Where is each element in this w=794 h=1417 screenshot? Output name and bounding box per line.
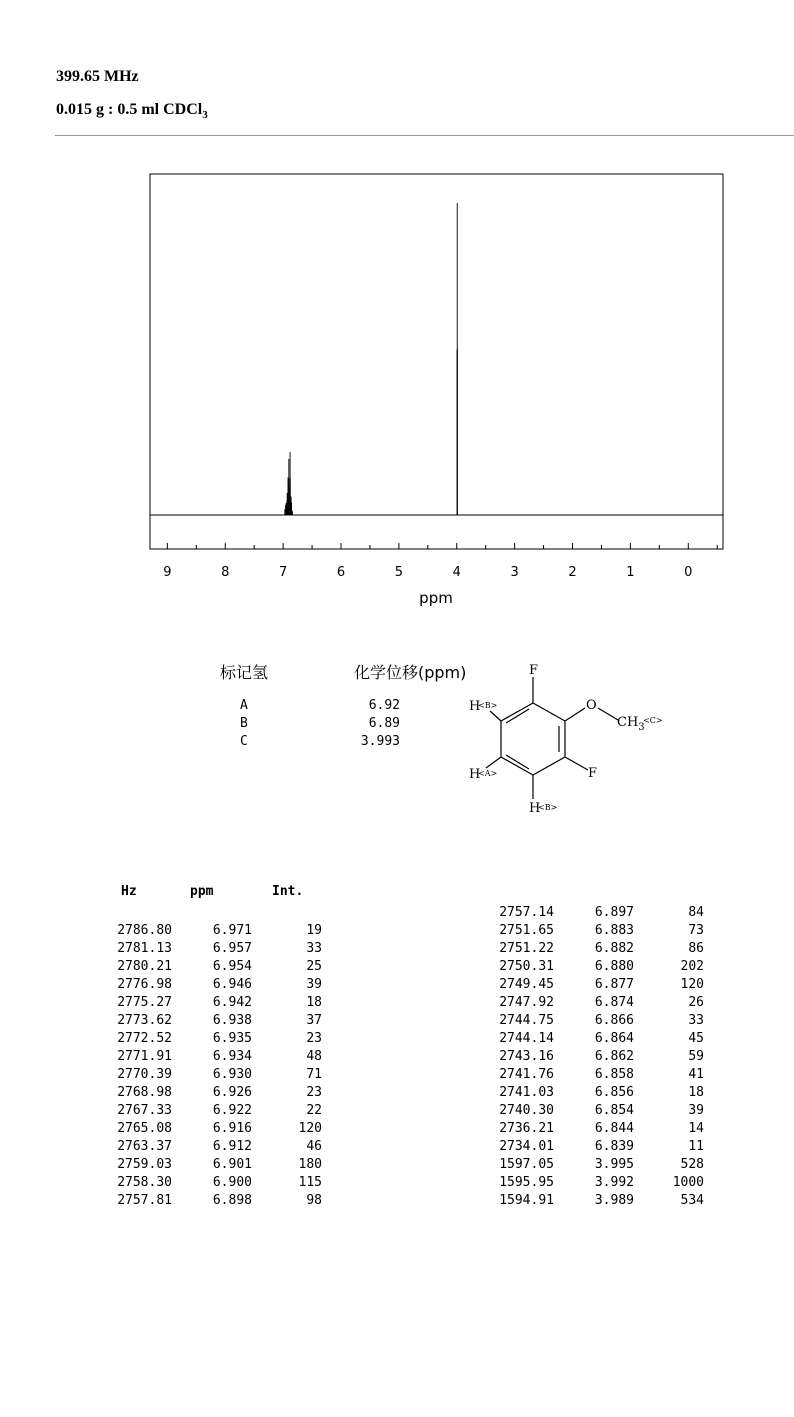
intensity-value: 18 — [306, 995, 322, 1010]
ppm-value: 6.883 — [594, 923, 634, 938]
table-row — [482, 994, 704, 1012]
intensity-value: 86 — [688, 941, 704, 956]
table-row — [482, 1012, 704, 1030]
x-tick-label: 9 — [163, 565, 172, 580]
ppm-value: 6.971 — [212, 923, 252, 938]
ppm-value: 6.862 — [594, 1049, 634, 1064]
hz-value: 2743.16 — [499, 1049, 554, 1064]
table-row — [482, 1156, 704, 1174]
x-tick-label: 4 — [452, 565, 461, 580]
table-row — [482, 1030, 704, 1048]
assignment-label: C — [240, 734, 248, 749]
ppm-value: 6.935 — [212, 1031, 252, 1046]
table-row — [100, 976, 322, 994]
table-row — [100, 1048, 322, 1066]
intensity-value: 23 — [306, 1085, 322, 1100]
ppm-value: 6.874 — [594, 995, 634, 1010]
table-row — [100, 940, 322, 958]
ppm-value: 6.900 — [212, 1175, 252, 1190]
ppm-value: 6.866 — [594, 1013, 634, 1028]
intensity-value: 26 — [688, 995, 704, 1010]
intensity-value: 39 — [688, 1103, 704, 1118]
table-row — [482, 940, 704, 958]
table-row — [482, 1174, 704, 1192]
ppm-value: 6.934 — [212, 1049, 252, 1064]
table-row — [100, 1084, 322, 1102]
substituent-bonds — [486, 677, 618, 799]
assignment-shift: 6.92 — [368, 698, 400, 713]
fluorine-top-label: F — [529, 663, 539, 678]
hz-value: 1597.05 — [499, 1157, 554, 1172]
intensity-value: 202 — [680, 959, 704, 974]
hz-value: 2772.52 — [117, 1031, 172, 1046]
methyl-ch: CH — [617, 715, 639, 730]
x-tick-label: 8 — [221, 565, 230, 580]
intensity-value: 19 — [306, 923, 322, 938]
assignment-header-shift: 化学位移(ppm) — [354, 663, 467, 682]
hz-value: 2773.62 — [117, 1013, 172, 1028]
table-row — [100, 1066, 322, 1084]
peak-table-left — [100, 922, 322, 1210]
hz-value: 2751.65 — [499, 923, 554, 938]
hz-value: 2771.91 — [117, 1049, 172, 1064]
hz-value: 2751.22 — [499, 941, 554, 956]
intensity-value: 71 — [306, 1067, 322, 1082]
ppm-value: 6.877 — [594, 977, 634, 992]
table-row — [100, 958, 322, 976]
ppm-value: 6.897 — [594, 905, 634, 920]
hz-value: 2749.45 — [499, 977, 554, 992]
table-row — [482, 1120, 704, 1138]
hz-value: 2765.08 — [117, 1121, 172, 1136]
ppm-value: 6.882 — [594, 941, 634, 956]
x-tick-label: 3 — [510, 565, 519, 580]
intensity-value: 46 — [306, 1139, 322, 1154]
assignment-header-label: 标记氢 — [220, 663, 269, 682]
table-row — [100, 1138, 322, 1156]
ppm-value: 6.946 — [212, 977, 252, 992]
table-row — [100, 1102, 322, 1120]
hz-value: 2758.30 — [117, 1175, 172, 1190]
peak-table-header-hz: Hz — [121, 884, 137, 899]
intensity-value: 73 — [688, 923, 704, 938]
benzene-ring — [501, 703, 565, 775]
hz-value: 2763.37 — [117, 1139, 172, 1154]
intensity-value: 22 — [306, 1103, 322, 1118]
x-tick-label: 5 — [394, 565, 404, 580]
ppm-value: 6.922 — [212, 1103, 252, 1118]
intensity-value: 59 — [688, 1049, 704, 1064]
methyl-tag: <C> — [643, 716, 663, 725]
intensity-value: 23 — [306, 1031, 322, 1046]
hz-value: 2759.03 — [117, 1157, 172, 1172]
ppm-value: 6.926 — [212, 1085, 252, 1100]
hydrogen-bottom: H — [529, 801, 541, 816]
hz-value: 2736.21 — [499, 1121, 554, 1136]
hz-value: 2741.76 — [499, 1067, 554, 1082]
hz-value: 2744.75 — [499, 1013, 554, 1028]
intensity-value: 14 — [688, 1121, 704, 1136]
hydrogen-left-tag: <A> — [478, 769, 498, 778]
intensity-value: 120 — [680, 977, 704, 992]
intensity-value: 25 — [306, 959, 322, 974]
table-row — [482, 1138, 704, 1156]
methyl-label — [617, 715, 645, 733]
x-tick-label: 7 — [278, 565, 288, 580]
hz-value: 2744.14 — [499, 1031, 554, 1046]
intensity-value: 98 — [306, 1193, 322, 1208]
table-row — [482, 1066, 704, 1084]
table-row — [482, 958, 704, 976]
intensity-value: 528 — [680, 1157, 704, 1172]
ppm-value: 6.854 — [594, 1103, 634, 1118]
spectrometer-frequency: 399.65 MHz — [56, 68, 139, 85]
assignment-label: B — [240, 716, 248, 731]
intensity-value: 534 — [680, 1193, 704, 1208]
hydrogen-bottom-tag: <B> — [538, 803, 558, 812]
ppm-value: 6.864 — [594, 1031, 634, 1046]
hz-value: 2747.92 — [499, 995, 554, 1010]
hz-value: 2780.21 — [117, 959, 172, 974]
hz-value: 2734.01 — [499, 1139, 554, 1154]
hz-value: 2767.33 — [117, 1103, 172, 1118]
intensity-value: 41 — [688, 1067, 704, 1082]
ppm-value: 6.916 — [212, 1121, 252, 1136]
assignment-shift: 3.993 — [360, 734, 400, 749]
ppm-value: 6.880 — [594, 959, 634, 974]
sample-text: 0.015 g : 0.5 ml CDCl — [56, 101, 203, 118]
hz-value: 2775.27 — [117, 995, 172, 1010]
assignment-shift: 6.89 — [368, 716, 400, 731]
table-row — [482, 922, 704, 940]
ppm-value: 6.856 — [594, 1085, 634, 1100]
ppm-value: 6.942 — [212, 995, 252, 1010]
intensity-value: 39 — [306, 977, 322, 992]
intensity-value: 11 — [688, 1139, 704, 1154]
hz-value: 2768.98 — [117, 1085, 172, 1100]
table-row — [100, 922, 322, 940]
ppm-value: 6.912 — [212, 1139, 252, 1154]
intensity-value: 115 — [298, 1175, 322, 1190]
table-row — [482, 1084, 704, 1102]
hz-value: 2776.98 — [117, 977, 172, 992]
hz-value: 2781.13 — [117, 941, 172, 956]
intensity-value: 45 — [688, 1031, 704, 1046]
table-row — [100, 1030, 322, 1048]
hydrogen-top-left: H — [469, 699, 481, 714]
ppm-value: 3.989 — [594, 1193, 634, 1208]
ppm-value: 3.992 — [594, 1175, 634, 1190]
hz-value: 2757.14 — [499, 905, 554, 920]
hydrogen-top-left-tag: <B> — [478, 701, 498, 710]
intensity-value: 180 — [298, 1157, 322, 1172]
ppm-value: 6.858 — [594, 1067, 634, 1082]
peak-table-right — [482, 904, 704, 1210]
table-row — [482, 904, 704, 922]
hz-value: 2786.80 — [117, 923, 172, 938]
assignment-label: A — [240, 698, 248, 713]
hz-value: 1595.95 — [499, 1175, 554, 1190]
table-row — [100, 1174, 322, 1192]
table-row — [482, 1192, 704, 1210]
intensity-value: 48 — [306, 1049, 322, 1064]
table-row — [100, 1156, 322, 1174]
hz-value: 2770.39 — [117, 1067, 172, 1082]
x-tick-label: 6 — [336, 565, 346, 580]
hz-value: 2750.31 — [499, 959, 554, 974]
x-tick-label: 2 — [568, 565, 577, 580]
table-row — [100, 1012, 322, 1030]
ppm-value: 6.957 — [212, 941, 252, 956]
ppm-value: 6.901 — [212, 1157, 252, 1172]
intensity-value: 33 — [306, 941, 322, 956]
table-row — [100, 994, 322, 1012]
intensity-value: 18 — [688, 1085, 704, 1100]
fluorine-right-label: F — [588, 766, 598, 781]
ppm-value: 6.839 — [594, 1139, 634, 1154]
ppm-value: 3.995 — [594, 1157, 634, 1172]
x-tick-label: 0 — [684, 565, 693, 580]
x-axis-label: ppm — [419, 589, 453, 607]
ppm-value: 6.898 — [212, 1193, 252, 1208]
hz-value: 1594.91 — [499, 1193, 554, 1208]
table-row — [100, 1120, 322, 1138]
hydrogen-left: H — [469, 767, 481, 782]
intensity-value: 37 — [306, 1013, 322, 1028]
intensity-value: 1000 — [672, 1175, 704, 1190]
oxygen-label: O — [586, 698, 597, 713]
hz-value: 2740.30 — [499, 1103, 554, 1118]
hz-value: 2741.03 — [499, 1085, 554, 1100]
table-row — [482, 976, 704, 994]
methyl-sub: 3 — [638, 722, 645, 733]
x-tick-label: 1 — [626, 565, 635, 580]
peak-table-header-ppm: ppm — [190, 884, 214, 899]
ppm-value: 6.954 — [212, 959, 252, 974]
peak-table-header-int: Int. — [272, 884, 304, 899]
table-row — [482, 1048, 704, 1066]
hz-value: 2757.81 — [117, 1193, 172, 1208]
ppm-value: 6.844 — [594, 1121, 634, 1136]
intensity-value: 33 — [688, 1013, 704, 1028]
ppm-value: 6.930 — [212, 1067, 252, 1082]
table-row — [482, 1102, 704, 1120]
intensity-value: 84 — [688, 905, 704, 920]
sample-subscript: 3 — [202, 109, 208, 122]
ppm-value: 6.938 — [212, 1013, 252, 1028]
table-row — [100, 1192, 322, 1210]
intensity-value: 120 — [298, 1121, 322, 1136]
